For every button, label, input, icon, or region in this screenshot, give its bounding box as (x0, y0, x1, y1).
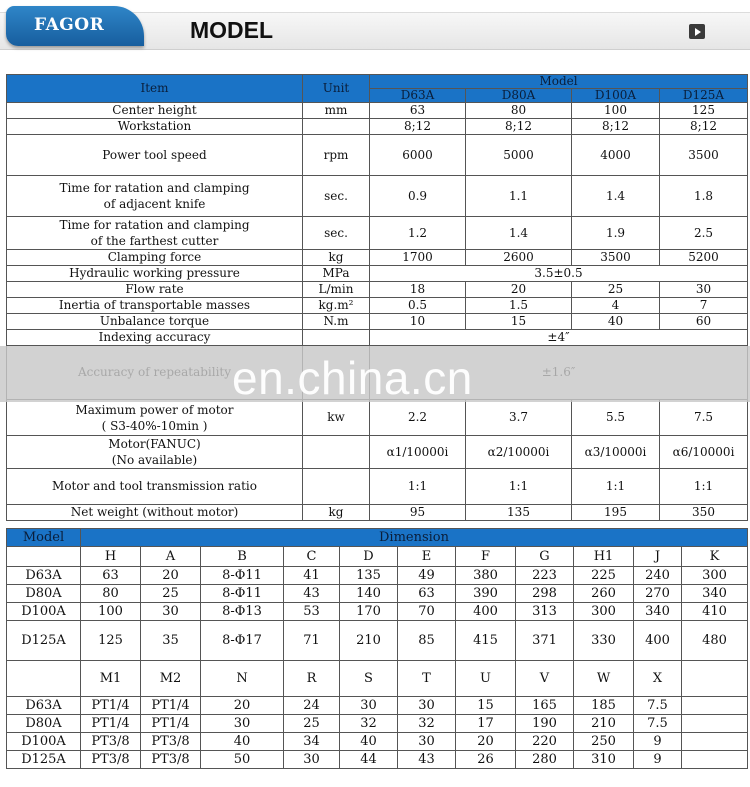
dim-value: 49 (398, 567, 456, 585)
spec-unit: kg.m² (303, 298, 370, 314)
spec-value: 1.2 (370, 217, 466, 250)
spec-unit: L/min (303, 282, 370, 298)
spec-value: 8;12 (572, 119, 660, 135)
model-name: D100A (572, 89, 660, 103)
dim-value (682, 697, 748, 715)
dim-value: 8-Φ11 (201, 585, 284, 603)
spec-row (7, 266, 748, 282)
spec-item-line: of the farthest cutter (90, 234, 219, 248)
spec-unit (303, 469, 370, 505)
spec-item: Center height (7, 103, 303, 119)
spec-value: 40 (572, 314, 660, 330)
dim-model-header: Model (7, 529, 81, 547)
spec-row (7, 176, 748, 217)
dim-value: PT1/4 (81, 715, 141, 733)
dim-value: 35 (141, 621, 201, 661)
dim-value: 24 (284, 697, 340, 715)
spec-value: 1:1 (466, 469, 572, 505)
dim-col-header: A (141, 547, 201, 567)
spec-row (7, 217, 748, 250)
spec-value: 2.2 (370, 400, 466, 436)
spec-value: 60 (660, 314, 748, 330)
dim-value: 210 (574, 715, 634, 733)
dim-value: 40 (340, 733, 398, 751)
spec-value: 18 (370, 282, 466, 298)
dim-value: 300 (574, 603, 634, 621)
spec-value-merged: 3.5±0.5 (370, 266, 748, 282)
dim-value: 340 (634, 603, 682, 621)
spec-unit: sec. (303, 176, 370, 217)
dim-value: 30 (398, 733, 456, 751)
dim-value: 70 (398, 603, 456, 621)
dim-value: 400 (634, 621, 682, 661)
dim-col-header: D (340, 547, 398, 567)
dim-model: D125A (7, 751, 81, 769)
spec-row (7, 250, 748, 266)
spec-row (7, 436, 748, 469)
dim-value: 210 (340, 621, 398, 661)
logo-text: FAGOR (34, 15, 105, 35)
dim-value: 8-Φ11 (201, 567, 284, 585)
spec-value: 135 (466, 505, 572, 521)
spec-value: α6/10000i (660, 436, 748, 469)
dim-col-header (682, 661, 748, 697)
spec-value: 7 (660, 298, 748, 314)
spec-value: 63 (370, 103, 466, 119)
dim-value (682, 733, 748, 751)
spec-unit: N.m (303, 314, 370, 330)
dim-value: 220 (516, 733, 574, 751)
spec-value: 20 (466, 282, 572, 298)
dim-value: 280 (516, 751, 574, 769)
dim-value: 80 (81, 585, 141, 603)
dim-value: 310 (574, 751, 634, 769)
dim-value: 63 (81, 567, 141, 585)
dim-value: 41 (284, 567, 340, 585)
dim-row (7, 715, 748, 733)
dim-value: 240 (634, 567, 682, 585)
dim-value: 298 (516, 585, 574, 603)
spec-unit (303, 330, 370, 346)
dim-model: D63A (7, 697, 81, 715)
spec-item: Workstation (7, 119, 303, 135)
spec-row (7, 119, 748, 135)
spec-item-line: Time for ratation and clamping (59, 181, 250, 195)
spec-item (7, 436, 303, 469)
dim-value: 135 (340, 567, 398, 585)
dim-value: 63 (398, 585, 456, 603)
spec-value: 8;12 (660, 119, 748, 135)
dim-value: 53 (284, 603, 340, 621)
spec-value: α2/10000i (466, 436, 572, 469)
dim-value: 30 (340, 697, 398, 715)
dim-value: 260 (574, 585, 634, 603)
spec-row (7, 469, 748, 505)
dim-value: 30 (201, 715, 284, 733)
spec-unit (303, 436, 370, 469)
spec-item: Power tool speed (7, 135, 303, 176)
spec-value: 3500 (572, 250, 660, 266)
dim-row (7, 621, 748, 661)
spec-value: 5200 (660, 250, 748, 266)
dim-value: 71 (284, 621, 340, 661)
dim-row (7, 733, 748, 751)
page-title: MODEL (190, 17, 274, 43)
dim-col-header-row (7, 547, 748, 567)
spec-row (7, 314, 748, 330)
dim-col-header: X (634, 661, 682, 697)
item-header: Item (7, 75, 303, 103)
dim-col-header: H (81, 547, 141, 567)
spec-unit: sec. (303, 217, 370, 250)
dim-row (7, 603, 748, 621)
spec-value: 5.5 (572, 400, 660, 436)
dim-value: 20 (201, 697, 284, 715)
dim-value: 400 (456, 603, 516, 621)
dim-value: 20 (141, 567, 201, 585)
spec-item: Net weight (without motor) (7, 505, 303, 521)
dim-value: 32 (340, 715, 398, 733)
spec-header-row (7, 75, 748, 89)
dim-value (682, 751, 748, 769)
spec-value: 1.1 (466, 176, 572, 217)
dim-title-row (7, 529, 748, 547)
spec-item-line: Time for ratation and clamping (59, 218, 250, 232)
dim-row (7, 585, 748, 603)
dim-col-header: K (682, 547, 748, 567)
spec-value: 1.4 (466, 217, 572, 250)
dim-value: 8-Φ17 (201, 621, 284, 661)
spec-value: 7.5 (660, 400, 748, 436)
spec-unit: kg (303, 505, 370, 521)
dim-value: 7.5 (634, 697, 682, 715)
dim-value: 43 (284, 585, 340, 603)
spec-item-line: ( S3-40%-10min ) (101, 418, 208, 433)
spec-value: 30 (660, 282, 748, 298)
dim-value: 313 (516, 603, 574, 621)
spec-value: 1.9 (572, 217, 660, 250)
spec-value: 8;12 (466, 119, 572, 135)
spec-item-line: of adjacent knife (103, 197, 206, 211)
dim-value: 190 (516, 715, 574, 733)
dim-value: 300 (682, 567, 748, 585)
spec-value: 100 (572, 103, 660, 119)
spec-value: 1700 (370, 250, 466, 266)
spec-value: 3.7 (466, 400, 572, 436)
spec-value: 1:1 (572, 469, 660, 505)
dim-col-blank (7, 547, 81, 567)
spec-item: Motor and tool transmission ratio (7, 469, 303, 505)
spec-item: Clamping force (7, 250, 303, 266)
dim-value: PT3/8 (81, 751, 141, 769)
spec-item (7, 217, 303, 250)
dim-value: PT1/4 (141, 715, 201, 733)
dim-value: PT1/4 (81, 697, 141, 715)
dim-value (682, 715, 748, 733)
dim-col-header-row (7, 661, 748, 697)
spec-item-line: (No available) (111, 453, 198, 467)
dim-model: D125A (7, 621, 81, 661)
dim-value: 17 (456, 715, 516, 733)
dim-col-blank (7, 661, 81, 697)
dim-value: 250 (574, 733, 634, 751)
dim-value: 371 (516, 621, 574, 661)
dim-value: 44 (340, 751, 398, 769)
spec-value: 15 (466, 314, 572, 330)
spec-table (6, 74, 748, 521)
dim-model: D63A (7, 567, 81, 585)
spec-value: 10 (370, 314, 466, 330)
spec-row (7, 135, 748, 176)
dim-value: 185 (574, 697, 634, 715)
dim-col-header: M1 (81, 661, 141, 697)
dim-value: 9 (634, 751, 682, 769)
model-header: Model (370, 75, 748, 89)
spec-value: 2.5 (660, 217, 748, 250)
spec-item: Hydraulic working pressure (7, 266, 303, 282)
spec-value: 3500 (660, 135, 748, 176)
dim-value: 30 (398, 697, 456, 715)
dim-col-header: N (201, 661, 284, 697)
dim-value: 165 (516, 697, 574, 715)
spec-item-line: Motor(FANUC) (108, 437, 201, 451)
spec-item: Indexing accuracy (7, 330, 303, 346)
spec-value: 350 (660, 505, 748, 521)
spec-value: 5000 (466, 135, 572, 176)
dim-col-header: E (398, 547, 456, 567)
spec-value: 195 (572, 505, 660, 521)
dim-model: D80A (7, 585, 81, 603)
spec-row (7, 282, 748, 298)
dim-value: 415 (456, 621, 516, 661)
spec-unit: rpm (303, 135, 370, 176)
dim-value: PT1/4 (141, 697, 201, 715)
spec-item: Flow rate (7, 282, 303, 298)
dim-value: 26 (456, 751, 516, 769)
dim-col-header: V (516, 661, 574, 697)
dim-model: D100A (7, 603, 81, 621)
dim-col-header: C (284, 547, 340, 567)
spec-value-merged: ±4″ (370, 330, 748, 346)
spec-value: 8;12 (370, 119, 466, 135)
dim-value: 30 (284, 751, 340, 769)
dim-value: 390 (456, 585, 516, 603)
spec-row (7, 330, 748, 346)
spec-item-line: Maximum power of motor (75, 402, 234, 417)
spec-unit: kg (303, 250, 370, 266)
spec-row (7, 505, 748, 521)
dim-col-header: M2 (141, 661, 201, 697)
dim-value: 140 (340, 585, 398, 603)
dim-value: 480 (682, 621, 748, 661)
dim-value: 30 (141, 603, 201, 621)
dim-col-header: J (634, 547, 682, 567)
dim-value: 25 (284, 715, 340, 733)
spec-value: 4 (572, 298, 660, 314)
dim-value: PT3/8 (141, 751, 201, 769)
dim-value: 25 (141, 585, 201, 603)
dim-value: 270 (634, 585, 682, 603)
dim-value: 34 (284, 733, 340, 751)
spec-row (7, 103, 748, 119)
model-name: D63A (370, 89, 466, 103)
spec-row (7, 298, 748, 314)
spec-value: 125 (660, 103, 748, 119)
spec-unit: mm (303, 103, 370, 119)
dim-col-header: U (456, 661, 516, 697)
spec-value: 1:1 (660, 469, 748, 505)
spec-value: 0.9 (370, 176, 466, 217)
spec-value: 1:1 (370, 469, 466, 505)
dim-value: 410 (682, 603, 748, 621)
spec-item: Unbalance torque (7, 314, 303, 330)
dim-value: 340 (682, 585, 748, 603)
dim-value: 15 (456, 697, 516, 715)
dim-value: 43 (398, 751, 456, 769)
dim-row (7, 697, 748, 715)
dim-value: 170 (340, 603, 398, 621)
dim-header: Dimension (81, 529, 748, 547)
dim-value: 40 (201, 733, 284, 751)
dim-col-header: G (516, 547, 574, 567)
dim-col-header: R (284, 661, 340, 697)
spec-value: 4000 (572, 135, 660, 176)
dim-value: 8-Φ13 (201, 603, 284, 621)
dim-model: D80A (7, 715, 81, 733)
dim-col-header: F (456, 547, 516, 567)
watermark-text: en.china.cn (232, 352, 473, 404)
spec-value: α1/10000i (370, 436, 466, 469)
spec-value: α3/10000i (572, 436, 660, 469)
spec-value: 25 (572, 282, 660, 298)
dim-value: 125 (81, 621, 141, 661)
spec-value: 95 (370, 505, 466, 521)
dim-col-header: H1 (574, 547, 634, 567)
unit-header: Unit (303, 75, 370, 103)
play-icon[interactable] (689, 24, 705, 39)
spec-value: 80 (466, 103, 572, 119)
model-name: D125A (660, 89, 748, 103)
dim-value: 20 (456, 733, 516, 751)
dim-col-header: W (574, 661, 634, 697)
spec-item: Inertia of transportable masses (7, 298, 303, 314)
spec-unit: kw (303, 400, 370, 436)
dim-value: PT3/8 (141, 733, 201, 751)
dim-col-header: T (398, 661, 456, 697)
spec-unit (303, 119, 370, 135)
dim-value: 85 (398, 621, 456, 661)
dim-col-header: B (201, 547, 284, 567)
spec-value: 1.8 (660, 176, 748, 217)
fagor-logo (6, 6, 144, 46)
dim-value: 7.5 (634, 715, 682, 733)
dimension-table (6, 528, 748, 769)
model-name: D80A (466, 89, 572, 103)
spec-item (7, 176, 303, 217)
spec-unit: MPa (303, 266, 370, 282)
dim-row (7, 567, 748, 585)
spec-value: 0.5 (370, 298, 466, 314)
dim-value: PT3/8 (81, 733, 141, 751)
spec-value: 1.4 (572, 176, 660, 217)
spec-value: 1.5 (466, 298, 572, 314)
dim-value: 100 (81, 603, 141, 621)
dim-value: 9 (634, 733, 682, 751)
dim-value: 380 (456, 567, 516, 585)
dim-row (7, 751, 748, 769)
dim-value: 225 (574, 567, 634, 585)
spec-value: 2600 (466, 250, 572, 266)
spec-value: 6000 (370, 135, 466, 176)
header-bar (0, 0, 750, 58)
dim-model: D100A (7, 733, 81, 751)
dim-value: 330 (574, 621, 634, 661)
dim-value: 50 (201, 751, 284, 769)
dim-value: 32 (398, 715, 456, 733)
dim-col-header: S (340, 661, 398, 697)
dim-value: 223 (516, 567, 574, 585)
